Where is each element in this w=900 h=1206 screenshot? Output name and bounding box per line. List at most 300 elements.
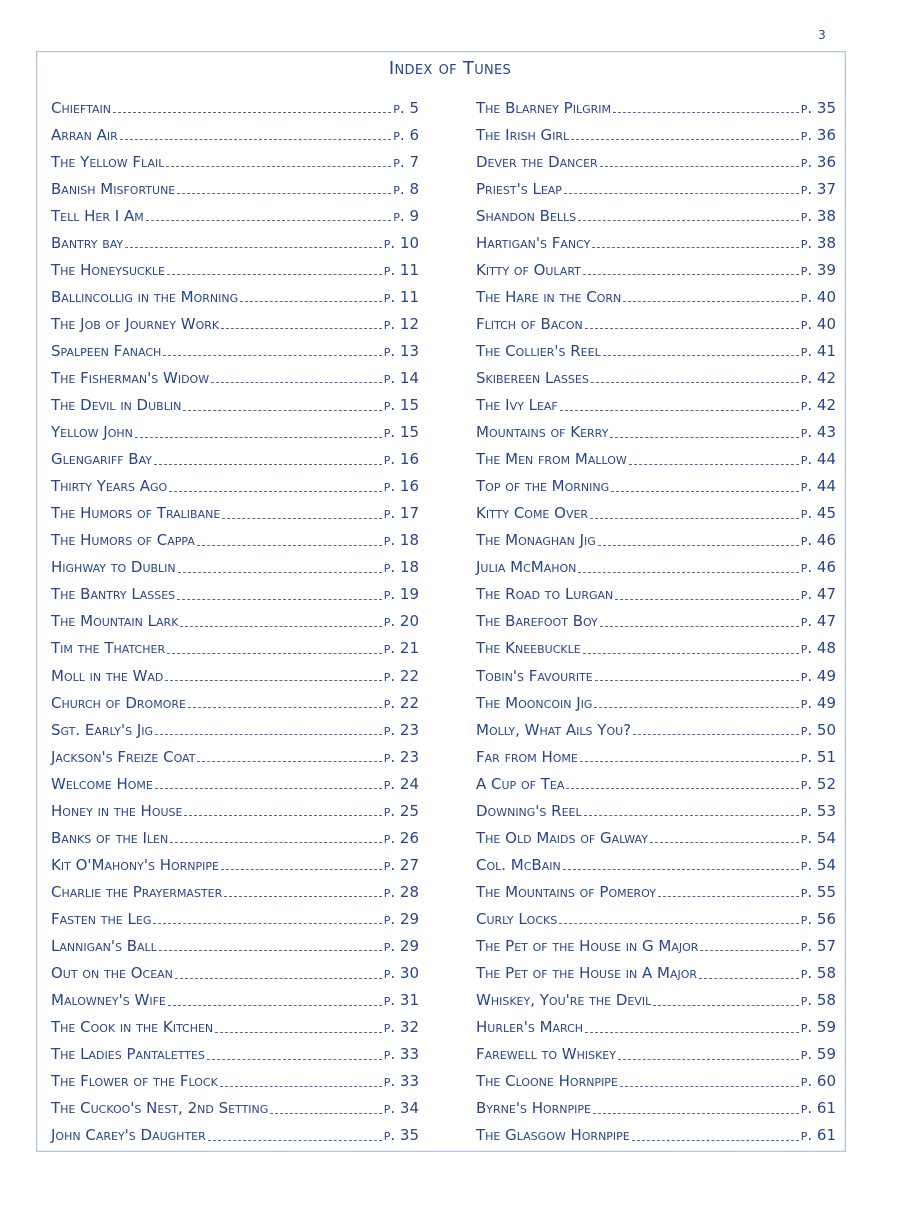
page-reference: p. 16 bbox=[383, 477, 419, 496]
dot-leader bbox=[610, 435, 798, 438]
tune-name: Ballincollig in the Morning bbox=[51, 287, 239, 306]
dot-leader bbox=[629, 462, 799, 465]
tune-name: The Cuckoo's Nest, 2nd Setting bbox=[51, 1099, 269, 1118]
tune-name: Yellow John bbox=[51, 423, 133, 442]
index-entry bbox=[51, 473, 419, 500]
index-entry bbox=[476, 824, 836, 851]
tune-name: Col. McBain bbox=[476, 855, 561, 874]
tune-name: The Glasgow Hornpipe bbox=[476, 1126, 630, 1145]
page-reference: p. 18 bbox=[383, 531, 419, 550]
dot-leader bbox=[583, 272, 799, 275]
page-reference: p. 32 bbox=[383, 1018, 419, 1037]
tune-name: The Cook in the Kitchen bbox=[51, 1018, 214, 1037]
page-reference: p. 38 bbox=[800, 206, 836, 225]
index-entry bbox=[476, 419, 836, 446]
page-reference: p. 28 bbox=[383, 882, 419, 901]
index-entry bbox=[476, 94, 836, 121]
tune-name: Flitch of Bacon bbox=[476, 314, 583, 333]
page-reference: p. 49 bbox=[800, 693, 836, 712]
page-reference: p. 24 bbox=[383, 774, 419, 793]
dot-leader bbox=[560, 408, 799, 411]
page-reference: p. 14 bbox=[383, 368, 419, 387]
index-entry bbox=[51, 581, 419, 608]
dot-leader bbox=[578, 218, 799, 221]
tune-name: The Honeysuckle bbox=[51, 260, 165, 279]
dot-leader bbox=[153, 921, 381, 924]
tune-name: The Humors of Cappa bbox=[51, 531, 195, 550]
page-reference: p. 12 bbox=[383, 314, 419, 333]
index-entry bbox=[476, 716, 836, 743]
dot-leader bbox=[580, 759, 799, 762]
tune-name: Priest's Leap bbox=[476, 179, 562, 198]
tune-name: The Monaghan Jig bbox=[476, 531, 596, 550]
tune-name: The Mountain Lark bbox=[51, 612, 179, 631]
dot-leader bbox=[650, 840, 799, 843]
index-entry bbox=[476, 500, 836, 527]
tune-name: Farewell to Whiskey bbox=[476, 1045, 616, 1064]
index-entry bbox=[51, 310, 419, 337]
index-entry bbox=[476, 229, 836, 256]
dot-leader bbox=[591, 380, 799, 383]
index-entry bbox=[51, 851, 419, 878]
tune-name: Curly Locks bbox=[476, 909, 558, 928]
page-reference: p. 16 bbox=[383, 450, 419, 469]
page-reference: p. 29 bbox=[383, 936, 419, 955]
page-reference: p. 25 bbox=[383, 801, 419, 820]
dot-leader bbox=[583, 651, 799, 654]
tune-name: Julia McMahon bbox=[476, 558, 577, 577]
dot-leader bbox=[585, 326, 799, 329]
dot-leader bbox=[120, 137, 392, 140]
tune-name: The Old Maids of Galway bbox=[476, 828, 648, 847]
index-entry bbox=[476, 337, 836, 364]
tune-name: Thirty Years Ago bbox=[51, 477, 168, 496]
tune-name: Moll in the Wad bbox=[51, 666, 164, 685]
page-reference: p. 22 bbox=[383, 666, 419, 685]
dot-leader bbox=[240, 299, 382, 302]
dot-leader bbox=[571, 137, 799, 140]
dot-leader bbox=[603, 353, 799, 356]
dot-leader bbox=[611, 489, 799, 492]
page-reference: p. 13 bbox=[383, 341, 419, 360]
dot-leader bbox=[146, 218, 392, 221]
page-reference: p. 31 bbox=[383, 991, 419, 1010]
page-reference: p. 29 bbox=[383, 909, 419, 928]
dot-leader bbox=[167, 272, 382, 275]
page-reference: p. 6 bbox=[393, 125, 419, 144]
tune-name: The Men from Mallow bbox=[476, 450, 627, 469]
tune-name: Tell Her I Am bbox=[51, 206, 144, 225]
index-entry bbox=[476, 770, 836, 797]
page-reference: p. 56 bbox=[800, 909, 836, 928]
index-entry bbox=[51, 662, 419, 689]
dot-leader bbox=[215, 1030, 382, 1033]
page-reference: p. 44 bbox=[800, 477, 836, 496]
dot-leader bbox=[154, 462, 382, 465]
dot-leader bbox=[159, 948, 382, 951]
dot-leader bbox=[584, 813, 799, 816]
index-entry bbox=[51, 960, 419, 987]
dot-leader bbox=[211, 380, 382, 383]
tune-name: The Cloone Hornpipe bbox=[476, 1072, 618, 1091]
dot-leader bbox=[620, 1084, 799, 1087]
page-reference: p. 57 bbox=[800, 936, 836, 955]
tune-name: The Ladies Pantalettes bbox=[51, 1045, 205, 1064]
dot-leader bbox=[208, 1138, 382, 1141]
dot-leader bbox=[168, 1003, 382, 1006]
index-entry bbox=[476, 878, 836, 905]
index-entry bbox=[476, 446, 836, 473]
tune-name: Spalpeen Fanach bbox=[51, 341, 162, 360]
tune-name: The Flower of the Flock bbox=[51, 1072, 218, 1091]
dot-leader bbox=[585, 1030, 799, 1033]
tune-name: Honey in the House bbox=[51, 801, 183, 820]
tune-name: Tim the Thatcher bbox=[51, 639, 166, 658]
tune-name: The Kneebuckle bbox=[476, 639, 581, 658]
index-entry bbox=[51, 743, 419, 770]
page-reference: p. 33 bbox=[383, 1072, 419, 1091]
page-reference: p. 40 bbox=[800, 287, 836, 306]
index-entry bbox=[51, 878, 419, 905]
index-entry bbox=[476, 635, 836, 662]
index-entry bbox=[476, 364, 836, 391]
tune-name: Far from Home bbox=[476, 747, 578, 766]
dot-leader bbox=[155, 732, 382, 735]
tune-name: Top of the Morning bbox=[476, 477, 610, 496]
index-entry bbox=[476, 392, 836, 419]
page-reference: p. 48 bbox=[800, 639, 836, 658]
dot-leader bbox=[618, 1057, 799, 1060]
page-reference: p. 7 bbox=[393, 152, 419, 171]
page-reference: p. 46 bbox=[800, 531, 836, 550]
index-entry bbox=[51, 1068, 419, 1095]
index-entry bbox=[51, 364, 419, 391]
tune-name: Sgt. Early's Jig bbox=[51, 720, 154, 739]
tune-name: Hurler's March bbox=[476, 1018, 584, 1037]
index-entry bbox=[51, 987, 419, 1014]
page-reference: p. 42 bbox=[800, 368, 836, 387]
index-entry bbox=[51, 554, 419, 581]
tune-name: The Humors of Tralibane bbox=[51, 504, 221, 523]
dot-leader bbox=[578, 570, 798, 573]
dot-leader bbox=[155, 786, 382, 789]
tune-name: Welcome Home bbox=[51, 774, 153, 793]
dot-leader bbox=[564, 191, 799, 194]
index-entry bbox=[476, 527, 836, 554]
tune-name: Byrne's Hornpipe bbox=[476, 1099, 591, 1118]
page-reference: p. 35 bbox=[800, 98, 836, 117]
tune-name: Highway to Dublin bbox=[51, 558, 176, 577]
index-entry bbox=[51, 202, 419, 229]
tune-name: The Barefoot Boy bbox=[476, 612, 598, 631]
page-reference: p. 19 bbox=[383, 585, 419, 604]
page-reference: p. 38 bbox=[800, 233, 836, 252]
dot-leader bbox=[125, 245, 382, 248]
page-reference: p. 20 bbox=[383, 612, 419, 631]
index-entry bbox=[476, 905, 836, 932]
index-entry bbox=[476, 662, 836, 689]
page-reference: p. 34 bbox=[383, 1099, 419, 1118]
dot-leader bbox=[221, 326, 382, 329]
tune-name: The Job of Journey Work bbox=[51, 314, 220, 333]
page-reference: p. 41 bbox=[800, 341, 836, 360]
dot-leader bbox=[180, 624, 381, 627]
tune-name: Downing's Reel bbox=[476, 801, 582, 820]
index-entry bbox=[476, 743, 836, 770]
dot-leader bbox=[600, 164, 799, 167]
page-reference: p. 58 bbox=[800, 964, 836, 983]
page-reference: p. 46 bbox=[800, 558, 836, 577]
tune-name: The Mountains of Pomeroy bbox=[476, 882, 656, 901]
page-reference: p. 36 bbox=[800, 152, 836, 171]
page-reference: p. 59 bbox=[800, 1018, 836, 1037]
index-entry bbox=[51, 419, 419, 446]
page-title: Index of Tunes bbox=[388, 58, 512, 79]
index-entry bbox=[51, 148, 419, 175]
page-reference: p. 50 bbox=[800, 720, 836, 739]
index-entry bbox=[51, 527, 419, 554]
dot-leader bbox=[184, 813, 381, 816]
index-entry bbox=[476, 256, 836, 283]
tune-name: Dever the Dancer bbox=[476, 152, 598, 171]
page-number: 3 bbox=[818, 28, 826, 42]
tune-name: Kitty Come Over bbox=[476, 504, 589, 523]
dot-leader bbox=[224, 894, 381, 897]
index-column-right bbox=[476, 94, 836, 1149]
tune-name: The Devil in Dublin bbox=[51, 396, 182, 415]
dot-leader bbox=[590, 516, 799, 519]
page-reference: p. 43 bbox=[800, 423, 836, 442]
dot-leader bbox=[613, 110, 799, 113]
page-reference: p. 23 bbox=[383, 720, 419, 739]
page-reference: p. 54 bbox=[800, 855, 836, 874]
index-entry bbox=[476, 987, 836, 1014]
page-reference: p. 10 bbox=[383, 233, 419, 252]
tune-name: The Road to Lurgan bbox=[476, 585, 614, 604]
page-reference: p. 9 bbox=[393, 206, 419, 225]
tune-name: Shandon Bells bbox=[476, 206, 577, 225]
index-entry bbox=[51, 229, 419, 256]
tune-name: Out on the Ocean bbox=[51, 964, 173, 983]
dot-leader bbox=[221, 867, 382, 870]
index-entry bbox=[476, 283, 836, 310]
index-entry bbox=[476, 581, 836, 608]
page-reference: p. 37 bbox=[800, 179, 836, 198]
tune-name: A Cup of Tea bbox=[476, 774, 565, 793]
page-reference: p. 15 bbox=[383, 396, 419, 415]
page-reference: p. 40 bbox=[800, 314, 836, 333]
index-entry bbox=[476, 554, 836, 581]
tune-name: Banish Misfortune bbox=[51, 179, 176, 198]
index-entry bbox=[51, 337, 419, 364]
index-entry bbox=[51, 500, 419, 527]
tune-name: The Bantry Lasses bbox=[51, 585, 176, 604]
tune-name: The Ivy Leaf bbox=[476, 396, 558, 415]
page-reference: p. 44 bbox=[800, 450, 836, 469]
index-entry bbox=[51, 121, 419, 148]
index-entry bbox=[476, 175, 836, 202]
dot-leader bbox=[135, 435, 382, 438]
tune-name: Glengariff Bay bbox=[51, 450, 152, 469]
index-entry bbox=[476, 797, 836, 824]
index-entry bbox=[476, 1041, 836, 1068]
page-reference: p. 47 bbox=[800, 585, 836, 604]
page-reference: p. 58 bbox=[800, 991, 836, 1010]
tune-name: Bantry bay bbox=[51, 233, 124, 252]
page-reference: p. 39 bbox=[800, 260, 836, 279]
index-entry bbox=[51, 797, 419, 824]
index-entry bbox=[51, 635, 419, 662]
index-entry bbox=[51, 932, 419, 959]
dot-leader bbox=[566, 786, 798, 789]
page-reference: p. 53 bbox=[800, 801, 836, 820]
dot-leader bbox=[632, 1138, 799, 1141]
index-column-left bbox=[51, 94, 419, 1149]
tune-name: The Pet of the House in A Major bbox=[476, 964, 698, 983]
dot-leader bbox=[220, 1084, 382, 1087]
index-entry bbox=[51, 283, 419, 310]
dot-leader bbox=[207, 1057, 382, 1060]
tune-name: Tobin's Favourite bbox=[476, 666, 593, 685]
dot-leader bbox=[598, 543, 799, 546]
tune-name: Skibereen Lasses bbox=[476, 368, 589, 387]
dot-leader bbox=[270, 1111, 381, 1114]
index-entry bbox=[51, 392, 419, 419]
dot-leader bbox=[563, 867, 799, 870]
tune-name: Mountains of Kerry bbox=[476, 423, 609, 442]
tune-name: Kitty of Oulart bbox=[476, 260, 581, 279]
index-entry bbox=[476, 1014, 836, 1041]
tune-name: The Mooncoin Jig bbox=[476, 693, 593, 712]
index-entry bbox=[51, 94, 419, 121]
tune-name: Molly, What Ails You? bbox=[476, 720, 632, 739]
dot-leader bbox=[559, 921, 799, 924]
tune-name: The Blarney Pilgrim bbox=[476, 98, 611, 117]
dot-leader bbox=[699, 976, 799, 979]
index-entry bbox=[476, 689, 836, 716]
index-entry bbox=[476, 310, 836, 337]
page-reference: p. 61 bbox=[800, 1126, 836, 1145]
index-entry bbox=[51, 256, 419, 283]
dot-leader bbox=[178, 570, 382, 573]
tune-name: The Pet of the House in G Major bbox=[476, 936, 699, 955]
dot-leader bbox=[113, 110, 391, 113]
index-entry bbox=[476, 1095, 836, 1122]
dot-leader bbox=[593, 1111, 799, 1114]
index-entry bbox=[476, 202, 836, 229]
index-entry bbox=[51, 175, 419, 202]
tune-name: Charlie the Prayermaster bbox=[51, 882, 223, 901]
dot-leader bbox=[700, 948, 798, 951]
tune-name: The Yellow Flail bbox=[51, 152, 165, 171]
page-reference: p. 54 bbox=[800, 828, 836, 847]
tune-name: Malowney's Wife bbox=[51, 991, 166, 1010]
page-reference: p. 33 bbox=[383, 1045, 419, 1064]
index-entry bbox=[51, 770, 419, 797]
dot-leader bbox=[197, 543, 382, 546]
index-entry bbox=[51, 1014, 419, 1041]
index-entry bbox=[51, 716, 419, 743]
index-entry bbox=[476, 1122, 836, 1149]
page-reference: p. 36 bbox=[800, 125, 836, 144]
dot-leader bbox=[595, 678, 799, 681]
dot-leader bbox=[592, 245, 798, 248]
index-entry bbox=[476, 851, 836, 878]
page-reference: p. 15 bbox=[383, 423, 419, 442]
page-reference: p. 49 bbox=[800, 666, 836, 685]
tune-name: Kit O'Mahony's Hornpipe bbox=[51, 855, 219, 874]
tune-name: John Carey's Daughter bbox=[51, 1126, 206, 1145]
index-entry bbox=[476, 148, 836, 175]
index-entry bbox=[476, 473, 836, 500]
dot-leader bbox=[658, 894, 799, 897]
page-reference: p. 23 bbox=[383, 747, 419, 766]
dot-leader bbox=[600, 624, 799, 627]
tune-name: Whiskey, You're the Devil bbox=[476, 991, 652, 1010]
page-reference: p. 11 bbox=[383, 260, 419, 279]
page-reference: p. 52 bbox=[800, 774, 836, 793]
index-entry bbox=[51, 1122, 419, 1149]
dot-leader bbox=[169, 489, 382, 492]
page-reference: p. 59 bbox=[800, 1045, 836, 1064]
page-reference: p. 17 bbox=[383, 504, 419, 523]
tune-name: Fasten the Leg bbox=[51, 909, 152, 928]
dot-leader bbox=[170, 840, 382, 843]
page-reference: p. 61 bbox=[800, 1099, 836, 1118]
page-reference: p. 47 bbox=[800, 612, 836, 631]
page-reference: p. 27 bbox=[383, 855, 419, 874]
dot-leader bbox=[175, 976, 382, 979]
page-reference: p. 51 bbox=[800, 747, 836, 766]
page-reference: p. 11 bbox=[383, 287, 419, 306]
page-reference: p. 45 bbox=[800, 504, 836, 523]
index-entry bbox=[476, 932, 836, 959]
tune-name: Arran Air bbox=[51, 125, 118, 144]
page-reference: p. 5 bbox=[393, 98, 419, 117]
index-entry bbox=[476, 1068, 836, 1095]
dot-leader bbox=[183, 408, 381, 411]
tune-name: The Irish Girl bbox=[476, 125, 570, 144]
index-entry bbox=[51, 608, 419, 635]
dot-leader bbox=[623, 299, 798, 302]
tune-name: Chieftain bbox=[51, 98, 111, 117]
tune-name: Jackson's Freize Coat bbox=[51, 747, 196, 766]
dot-leader bbox=[653, 1003, 799, 1006]
page-reference: p. 35 bbox=[383, 1126, 419, 1145]
dot-leader bbox=[177, 597, 382, 600]
dot-leader bbox=[594, 705, 798, 708]
tune-name: Lannigan's Ball bbox=[51, 936, 157, 955]
dot-leader bbox=[166, 164, 391, 167]
dot-leader bbox=[188, 705, 382, 708]
index-entry bbox=[51, 689, 419, 716]
tune-name: The Fisherman's Widow bbox=[51, 368, 210, 387]
tune-name: Banks of the Ilen bbox=[51, 828, 169, 847]
page-reference: p. 26 bbox=[383, 828, 419, 847]
index-entry bbox=[51, 1041, 419, 1068]
dot-leader bbox=[222, 516, 381, 519]
index-entry bbox=[51, 446, 419, 473]
dot-leader bbox=[615, 597, 798, 600]
tune-name: The Collier's Reel bbox=[476, 341, 601, 360]
tune-name: Church of Dromore bbox=[51, 693, 186, 712]
page-reference: p. 60 bbox=[800, 1072, 836, 1091]
index-entry bbox=[51, 1095, 419, 1122]
tune-name: The Hare in the Corn bbox=[476, 287, 622, 306]
page-reference: p. 30 bbox=[383, 964, 419, 983]
page-reference: p. 42 bbox=[800, 396, 836, 415]
page-reference: p. 22 bbox=[383, 693, 419, 712]
